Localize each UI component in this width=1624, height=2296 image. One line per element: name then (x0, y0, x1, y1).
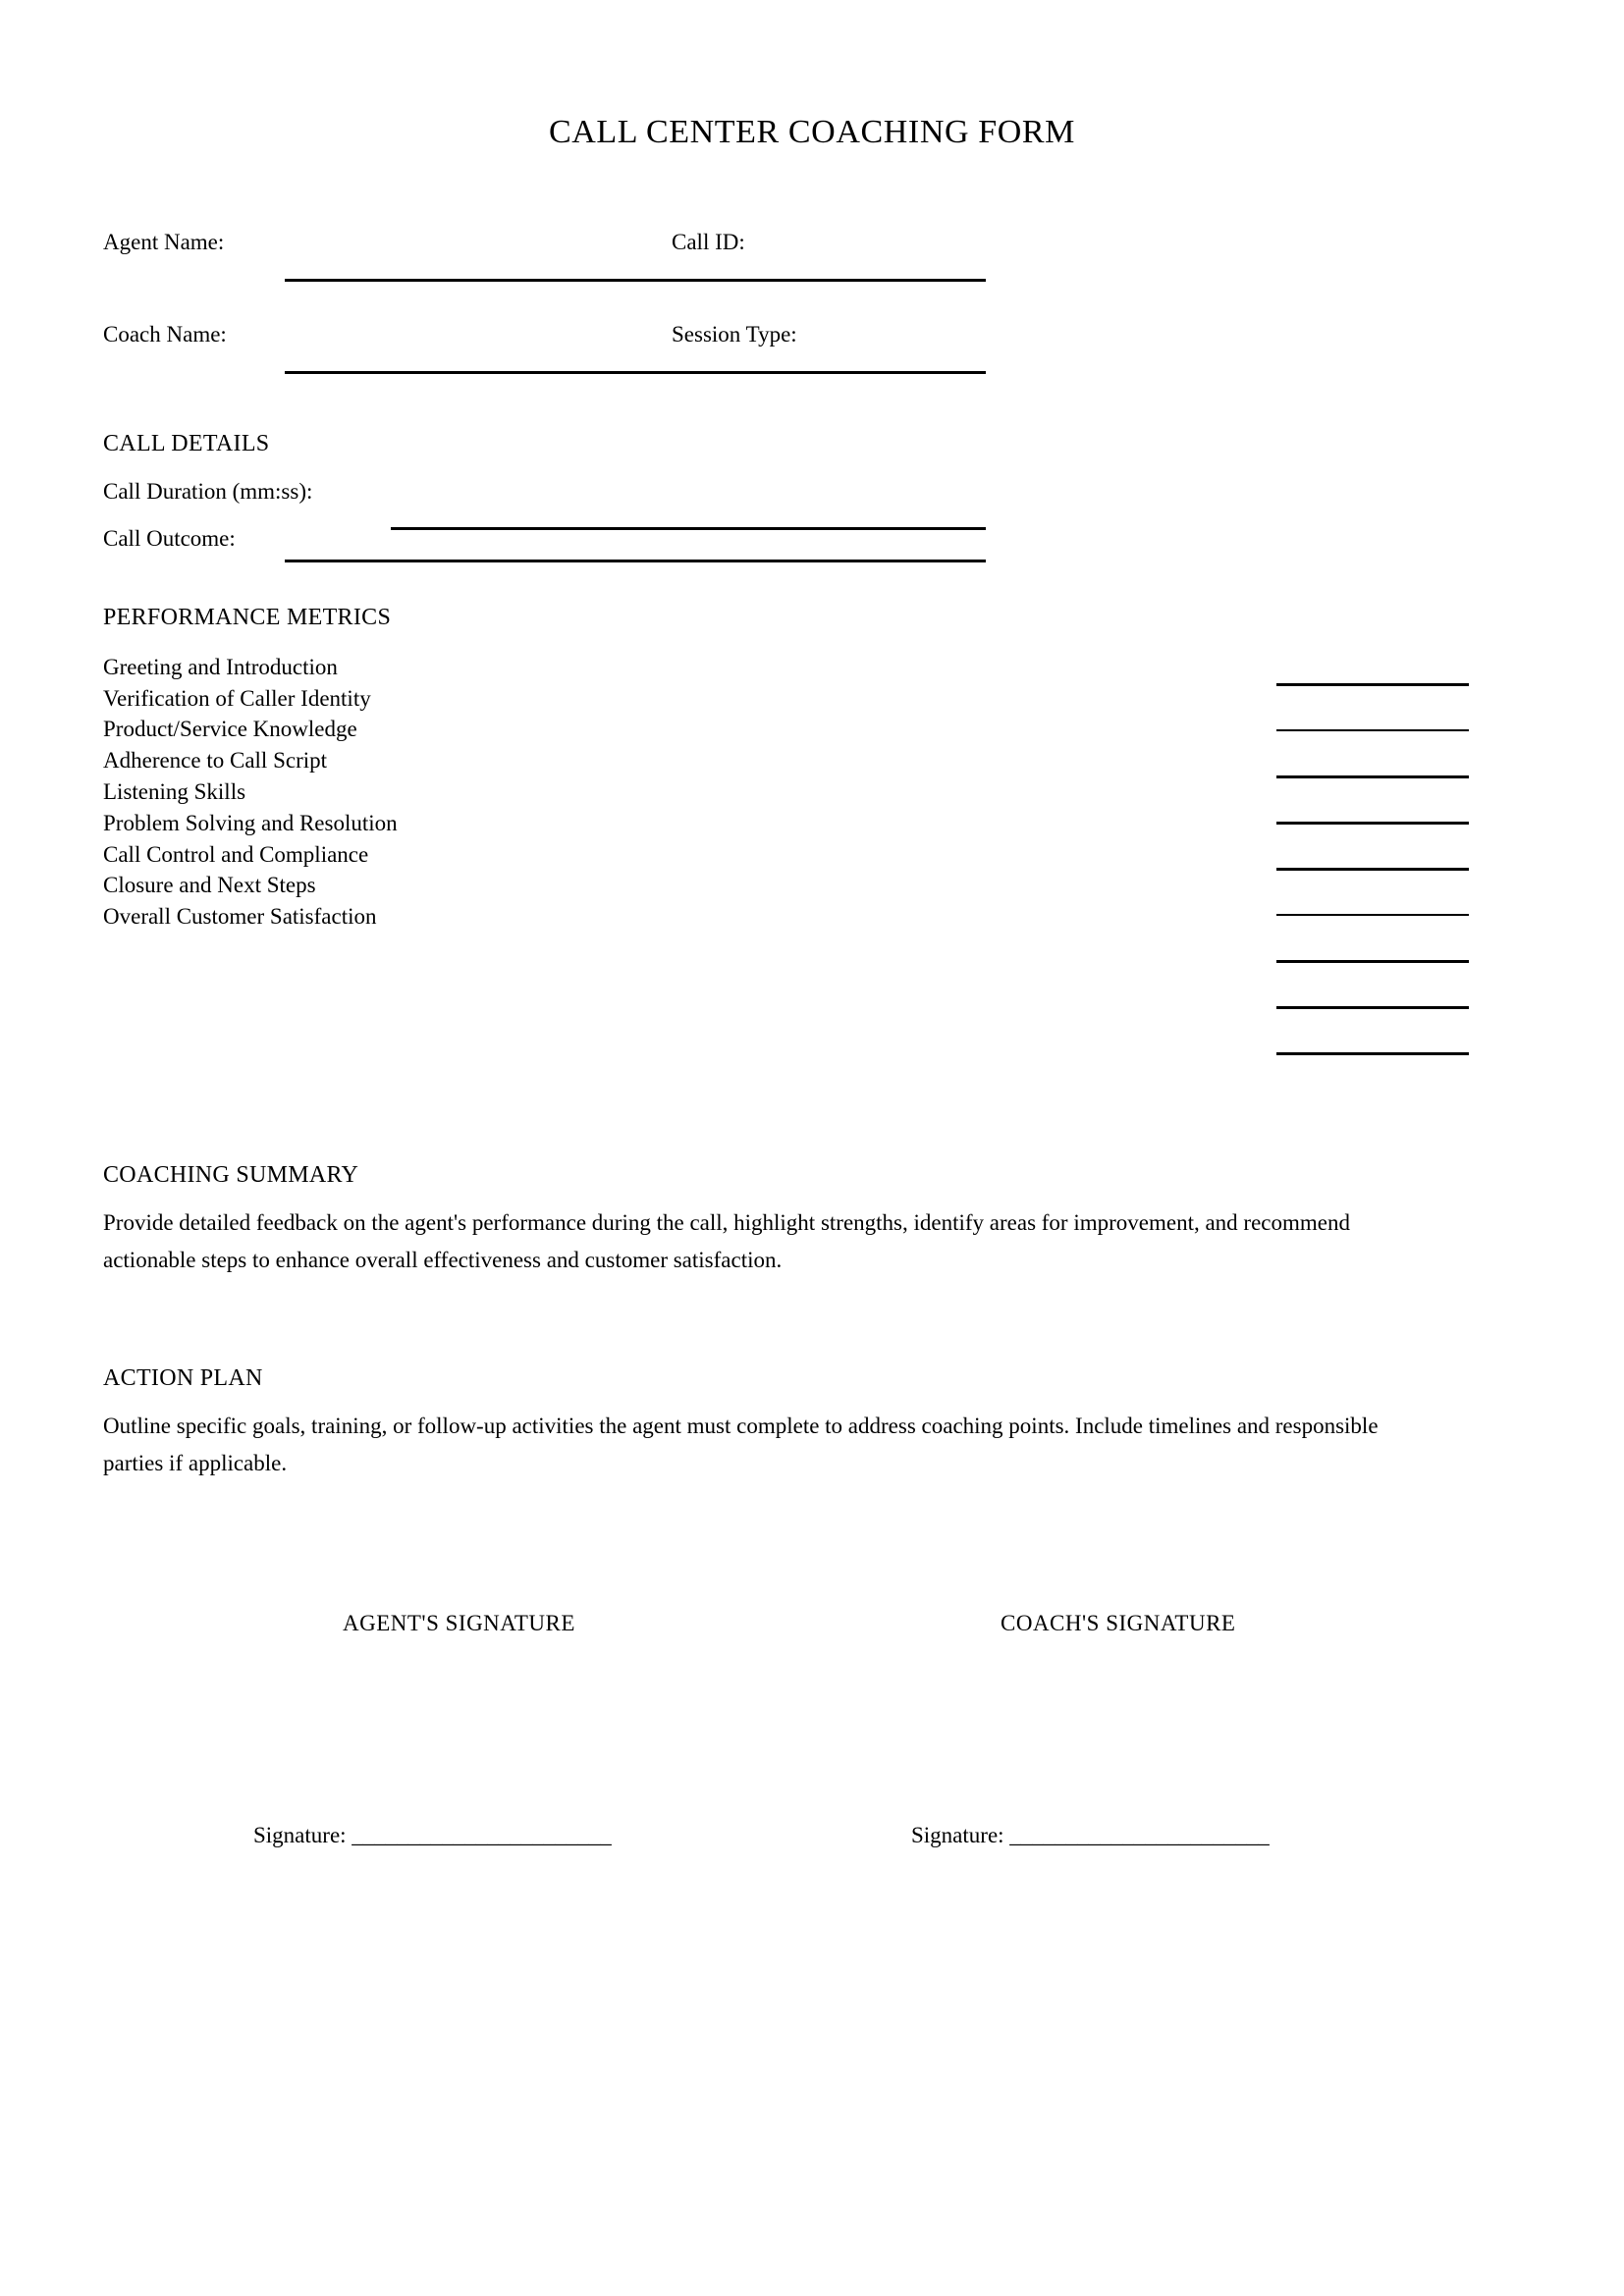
metric-label-verification-of-caller-identity: Verification of Caller Identity (103, 686, 371, 711)
metric-score-input-problem-solving-and-resolution[interactable] (1276, 914, 1469, 916)
metric-label-problem-solving-and-resolution: Problem Solving and Resolution (103, 811, 398, 835)
call-outcome-input[interactable] (285, 560, 986, 562)
agent-name-input[interactable] (285, 279, 986, 282)
coach-name-label: Coach Name: (103, 322, 227, 347)
metric-score-input-greeting-and-introduction[interactable] (1276, 683, 1469, 686)
metric-label-listening-skills: Listening Skills (103, 779, 246, 804)
call-duration-label: Call Duration (mm:ss): (103, 479, 313, 504)
page-title: CALL CENTER COACHING FORM (548, 114, 1076, 150)
metric-score-input-adherence-to-call-script[interactable] (1276, 822, 1469, 825)
call-id-label: Call ID: (672, 230, 745, 254)
coach-signature-heading: COACH'S SIGNATURE (1001, 1611, 1236, 1635)
metric-score-input-verification-of-caller-identity[interactable] (1276, 729, 1469, 731)
call-outcome-label: Call Outcome: (103, 526, 236, 551)
metric-score-input-product-service-knowledge[interactable] (1276, 775, 1469, 778)
agent-signature-field[interactable]: Signature: _______________________ (253, 1823, 612, 1847)
metric-label-closure-and-next-steps: Closure and Next Steps (103, 873, 316, 897)
coaching-summary-heading: COACHING SUMMARY (103, 1162, 359, 1188)
call-details-heading: CALL DETAILS (103, 431, 270, 456)
metric-label-adherence-to-call-script: Adherence to Call Script (103, 748, 328, 773)
metric-label-call-control-and-compliance: Call Control and Compliance (103, 842, 369, 867)
metric-label-product-service-knowledge: Product/Service Knowledge (103, 717, 357, 741)
action-plan-body: Outline specific goals, training, or follow-up activities the agent must complete to address coaching points. Include timelines and responsible parties if applicable. (103, 1414, 1379, 1475)
coaching-summary-body: Provide detailed feedback on the agent's performance during the call, highlight strengths, identify areas for improvement, and recommend actionable steps to enhance overall effectiveness and customer satisfaction. (103, 1210, 1350, 1272)
metric-score-input-closure-and-next-steps[interactable] (1276, 1006, 1469, 1009)
session-type-label: Session Type: (672, 322, 797, 347)
metric-label-overall-customer-satisfaction: Overall Customer Satisfaction (103, 904, 377, 929)
action-plan-heading: ACTION PLAN (103, 1365, 263, 1391)
metric-score-input-call-control-and-compliance[interactable] (1276, 960, 1469, 963)
call-duration-input[interactable] (391, 527, 986, 530)
metric-score-input-overall-customer-satisfaction[interactable] (1276, 1052, 1469, 1055)
coach-signature-field[interactable]: Signature: _______________________ (911, 1823, 1270, 1847)
performance-metrics-heading: PERFORMANCE METRICS (103, 605, 392, 630)
coach-name-input[interactable] (285, 371, 986, 374)
agent-signature-heading: AGENT'S SIGNATURE (343, 1611, 575, 1635)
agent-name-label: Agent Name: (103, 230, 225, 254)
metric-label-greeting-and-introduction: Greeting and Introduction (103, 655, 338, 679)
metric-score-input-listening-skills[interactable] (1276, 868, 1469, 871)
